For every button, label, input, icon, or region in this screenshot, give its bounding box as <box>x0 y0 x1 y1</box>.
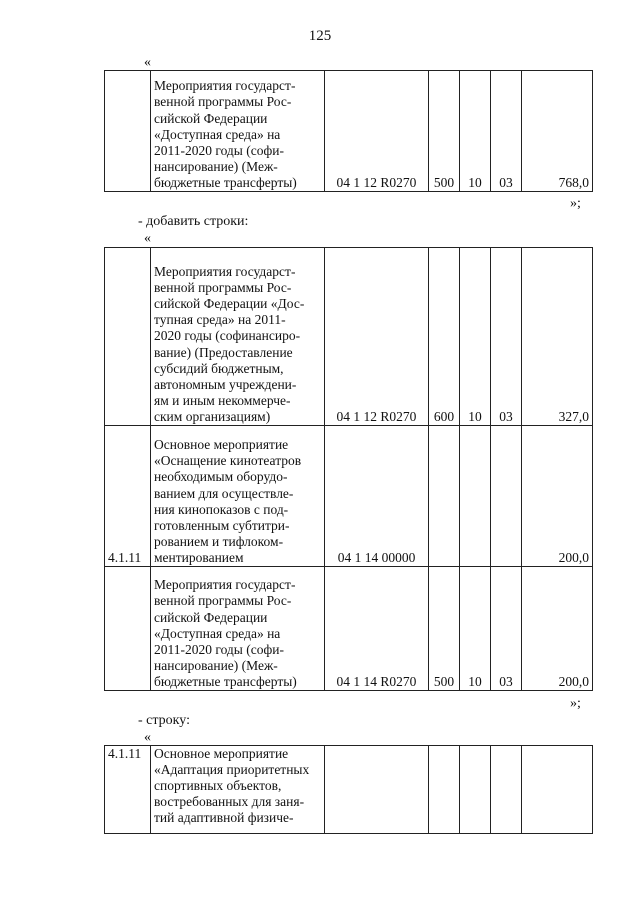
row-pr: 03 <box>491 567 522 691</box>
quote-open-1: « <box>144 55 151 70</box>
row-name: Основное мероприятие «Адаптация приоритетных спортивных объектов, востребованных для заня- тий адаптивной физиче- <box>151 746 325 834</box>
row-rz: 10 <box>460 248 491 426</box>
row-vr: 500 <box>429 567 460 691</box>
row-number: 4.1.11 <box>105 746 151 834</box>
row-vr: 600 <box>429 248 460 426</box>
row-rz <box>460 426 491 567</box>
row-sum: 200,0 <box>522 426 593 567</box>
budget-table-2 <box>104 247 593 691</box>
table-row <box>105 426 593 567</box>
row-number: 4.1.11 <box>105 426 151 567</box>
table-row <box>105 567 593 691</box>
row-vr <box>429 426 460 567</box>
table-row <box>105 71 593 192</box>
quote-close-2: »; <box>570 696 581 711</box>
row-name: Мероприятия государст- венной программы Рос- сийской Федерации «Доступная среда» на 2011-2020 годы (софи- нансирование) (Меж- бюджетные трансферты) <box>151 71 325 192</box>
row-code: 04 1 12 R0270 <box>325 71 429 192</box>
row-code: 04 1 14 R0270 <box>325 567 429 691</box>
row-sum: 327,0 <box>522 248 593 426</box>
quote-open-2: « <box>144 231 151 246</box>
section-add-label: - добавить строки: <box>138 214 249 229</box>
row-name: Мероприятия государст- венной программы Рос- сийской Федерации «Дос- тупная среда» на 2011- 2020 годы (софинансиро- вание) (Предоставление субсидий бюджетным, автономным учреждени- ям и иным некоммерче- ским организациям) <box>151 248 325 426</box>
row-name: Основное мероприятие «Оснащение кинотеатров необходимым оборудо- ванием для осуществле- ния кинопоказов с под- готовленным субтитри- рованием и тифлоком- ментированием <box>151 426 325 567</box>
row-pr: 03 <box>491 248 522 426</box>
page-number: 125 <box>308 28 332 44</box>
quote-close-1: »; <box>570 196 581 211</box>
row-vr: 500 <box>429 71 460 192</box>
row-sum: 200,0 <box>522 567 593 691</box>
row-code <box>325 746 429 834</box>
budget-table-3 <box>104 745 593 834</box>
table-row <box>105 746 593 834</box>
budget-table-1 <box>104 70 593 192</box>
row-vr <box>429 746 460 834</box>
row-number <box>105 248 151 426</box>
quote-open-3: « <box>144 730 151 745</box>
row-rz: 10 <box>460 71 491 192</box>
table-row <box>105 248 593 426</box>
row-rz: 10 <box>460 567 491 691</box>
row-pr: 03 <box>491 71 522 192</box>
row-number <box>105 71 151 192</box>
row-code: 04 1 12 R0270 <box>325 248 429 426</box>
section-row-label: - строку: <box>138 713 190 728</box>
row-rz <box>460 746 491 834</box>
row-number <box>105 567 151 691</box>
row-code: 04 1 14 00000 <box>325 426 429 567</box>
row-name: Мероприятия государст- венной программы Рос- сийской Федерации «Доступная среда» на 2011-2020 годы (софи- нансирование) (Меж- бюджетные трансферты) <box>151 567 325 691</box>
row-sum: 768,0 <box>522 71 593 192</box>
row-pr <box>491 426 522 567</box>
row-sum <box>522 746 593 834</box>
row-pr <box>491 746 522 834</box>
